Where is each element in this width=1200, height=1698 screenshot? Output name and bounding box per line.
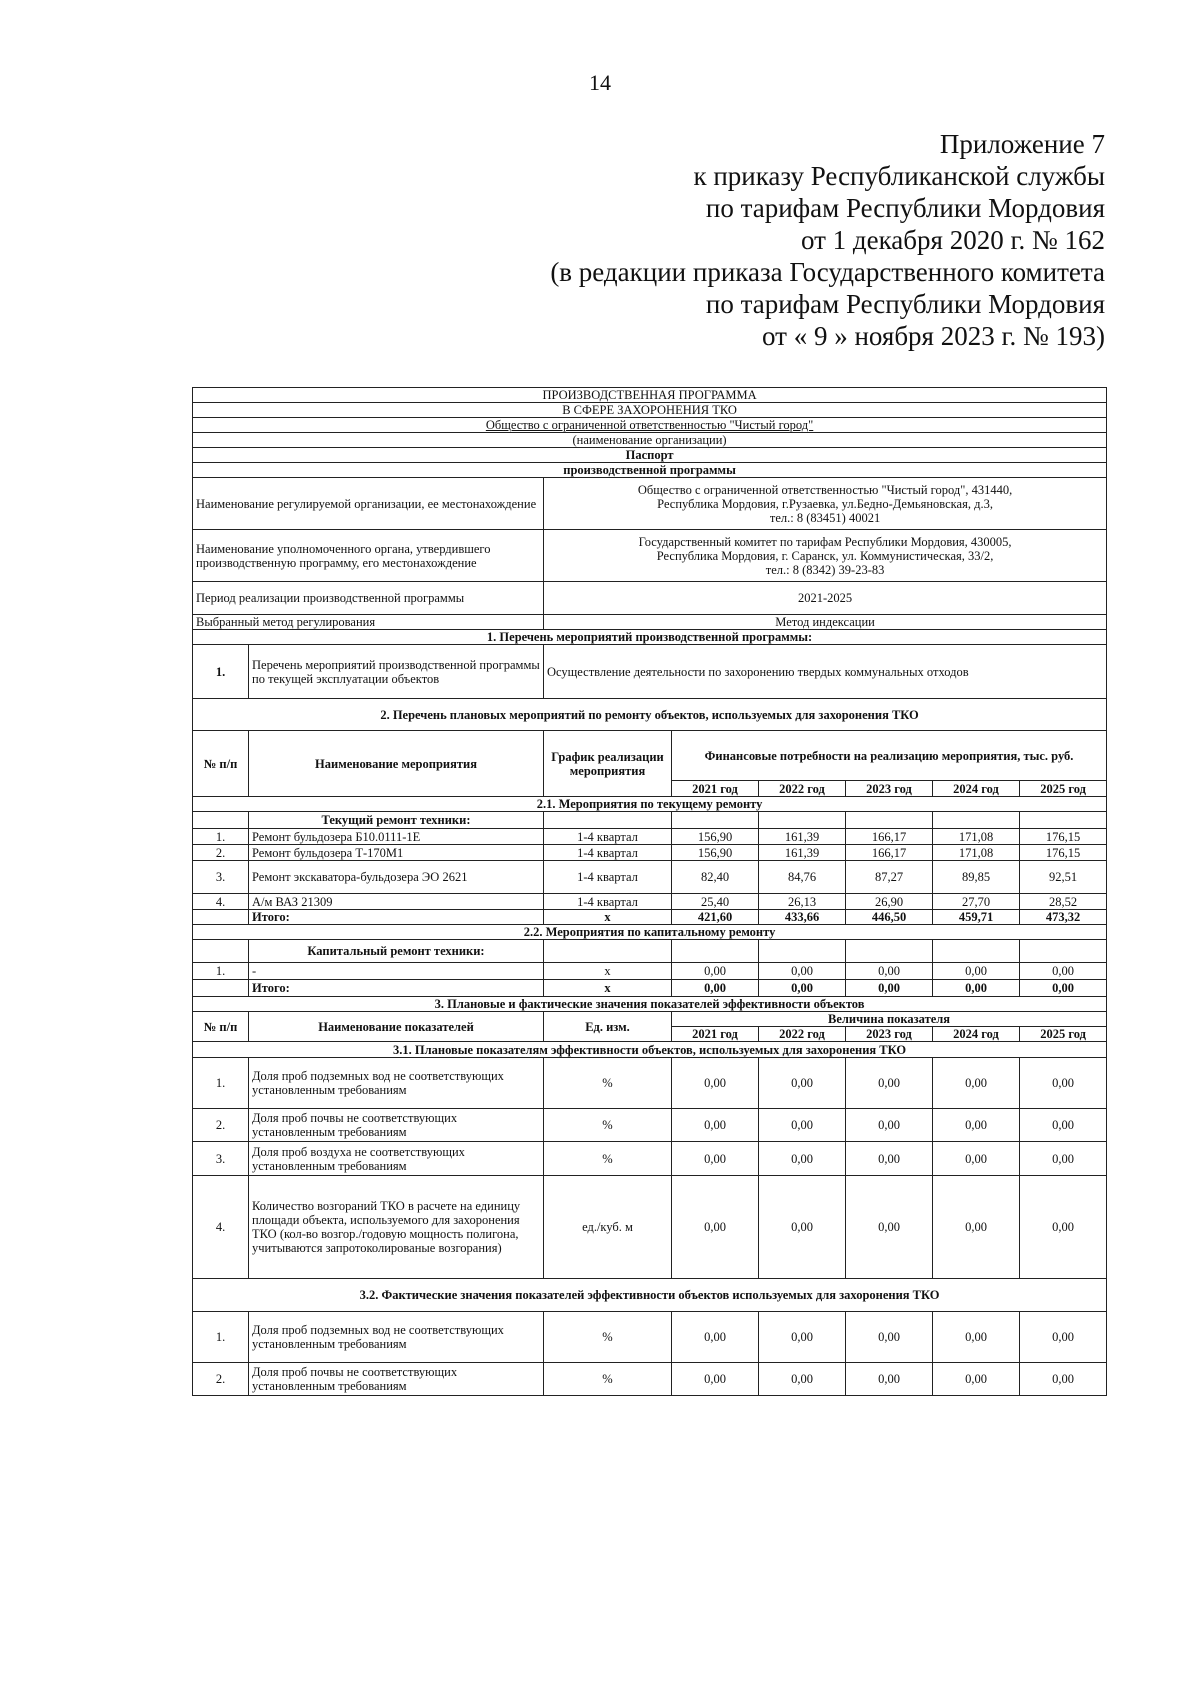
column-header-unit: Ед. изм. [544, 1012, 672, 1042]
passport-value [544, 530, 1107, 582]
row-value: 0,00 [1020, 963, 1107, 980]
row-value: 0,00 [846, 1363, 933, 1396]
production-program-table [192, 387, 1107, 1396]
appendix-line: по тарифам Республики Мордовия [705, 289, 1105, 319]
empty-cell [193, 980, 249, 997]
table-row [193, 845, 1107, 861]
passport-value [544, 478, 1107, 530]
program-subtitle: В СФЕРЕ ЗАХОРОНЕНИЯ ТКО [193, 403, 1107, 418]
passport-value-line: Общество с ограниченной ответственностью "Чистый город", 431440, [637, 482, 1013, 497]
table-row [193, 1109, 1107, 1142]
row-num: 1. [193, 963, 249, 980]
row-value: 0,00 [846, 1312, 933, 1363]
row-value: 0,00 [1020, 1058, 1107, 1109]
year-header: 2024 год [933, 781, 1020, 797]
table-row [193, 1312, 1107, 1363]
row-num: 1. [193, 829, 249, 845]
organization-caption: (наименование организации) [193, 433, 1107, 448]
row-schedule: x [544, 963, 672, 980]
appendix-line: к приказу Республиканской службы [693, 161, 1105, 191]
passport-label: Наименование регулируемой организации, ее местонахождение [193, 478, 544, 530]
row-unit: % [544, 1363, 672, 1396]
section3-title: 3. Плановые и фактические значения показателей эффективности объектов [193, 997, 1107, 1012]
row-value: 0,00 [672, 1312, 759, 1363]
year-header: 2023 год [846, 1027, 933, 1042]
program-title: ПРОИЗВОДСТВЕННАЯ ПРОГРАММА [193, 388, 1107, 403]
year-header: 2024 год [933, 1027, 1020, 1042]
row-value: 0,00 [759, 1058, 846, 1109]
appendix-line: от « 9 » ноября 2023 г. № 193) [762, 321, 1105, 351]
row-value: 176,15 [1020, 829, 1107, 845]
row-num: 4. [193, 1176, 249, 1279]
subsection-title: 2.2. Мероприятия по капитальному ремонту [193, 925, 1107, 940]
empty-cell [1020, 812, 1107, 829]
row-value: 84,76 [759, 861, 846, 894]
row-value: 0,00 [846, 1176, 933, 1279]
table-row [193, 861, 1107, 894]
row-value: 0,00 [1020, 1109, 1107, 1142]
total-value: 0,00 [759, 980, 846, 997]
column-header-num: № п/п [193, 1012, 249, 1042]
row-schedule: 1-4 квартал [544, 861, 672, 894]
row-value: 0,00 [933, 1109, 1020, 1142]
row-value: 87,27 [846, 861, 933, 894]
table-row [193, 1363, 1107, 1396]
row-value: 0,00 [846, 963, 933, 980]
row-name: Доля проб почвы не соответствующих установленным требованиям [249, 1363, 544, 1396]
total-value: 0,00 [933, 980, 1020, 997]
row-value: 0,00 [759, 963, 846, 980]
year-header: 2022 год [759, 1027, 846, 1042]
group-title: Текущий ремонт техники: [249, 812, 544, 829]
row-value: 0,00 [846, 1109, 933, 1142]
passport-label: Выбранный метод регулирования [193, 615, 544, 630]
row-value: 89,85 [933, 861, 1020, 894]
year-header: 2021 год [672, 781, 759, 797]
empty-cell [759, 940, 846, 963]
row-value: 0,00 [933, 1363, 1020, 1396]
passport-subtitle: производственной программы [193, 463, 1107, 478]
passport-label: Наименование уполномоченного органа, утвердившего производственную программу, его местонахождение [193, 530, 544, 582]
table-row [193, 894, 1107, 910]
total-label: Итого: [249, 910, 544, 925]
total-schedule: x [544, 910, 672, 925]
row-value: 161,39 [759, 829, 846, 845]
section1-num: 1. [193, 645, 249, 699]
total-value: 433,66 [759, 910, 846, 925]
row-value: 0,00 [759, 1312, 846, 1363]
row-num: 1. [193, 1312, 249, 1363]
total-value: 473,32 [1020, 910, 1107, 925]
total-label: Итого: [249, 980, 544, 997]
column-header-name: Наименование мероприятия [249, 731, 544, 797]
total-value: 421,60 [672, 910, 759, 925]
empty-cell [193, 940, 249, 963]
row-name: Доля проб подземных вод не соответствующих установленным требованиям [249, 1058, 544, 1109]
row-name: - [249, 963, 544, 980]
appendix-line: от 1 декабря 2020 г. № 162 [800, 225, 1105, 255]
row-value: 27,70 [933, 894, 1020, 910]
row-value: 0,00 [672, 1142, 759, 1176]
empty-cell [933, 812, 1020, 829]
row-value: 0,00 [1020, 1176, 1107, 1279]
row-name: Доля проб почвы не соответствующих установленным требованиям [249, 1109, 544, 1142]
row-value: 0,00 [1020, 1312, 1107, 1363]
column-header-value: Величина показателя [672, 1012, 1107, 1027]
row-unit: % [544, 1109, 672, 1142]
subsection-title: 3.2. Фактические значения показателей эффективности объектов используемых для захоронения ТКО [193, 1279, 1107, 1312]
row-value: 0,00 [672, 1109, 759, 1142]
appendix-line: (в редакции приказа Государственного комитета [550, 257, 1105, 287]
row-value: 0,00 [1020, 1363, 1107, 1396]
section2-title: 2. Перечень плановых мероприятий по ремонту объектов, используемых для захоронения ТКО [193, 699, 1107, 731]
appendix-line: по тарифам Республики Мордовия [705, 193, 1105, 223]
row-value: 166,17 [846, 829, 933, 845]
year-header: 2023 год [846, 781, 933, 797]
row-value: 0,00 [933, 1142, 1020, 1176]
row-value: 25,40 [672, 894, 759, 910]
row-value: 26,90 [846, 894, 933, 910]
row-value: 156,90 [672, 845, 759, 861]
row-unit: % [544, 1312, 672, 1363]
row-value: 26,13 [759, 894, 846, 910]
empty-cell [759, 812, 846, 829]
row-name: А/м ВАЗ 21309 [249, 894, 544, 910]
section1-value: Осуществление деятельности по захоронению твердых коммунальных отходов [544, 645, 1107, 699]
year-header: 2025 год [1020, 781, 1107, 797]
passport-value: 2021-2025 [544, 582, 1107, 615]
empty-cell [846, 940, 933, 963]
passport-value: Метод индексации [544, 615, 1107, 630]
passport-title: Паспорт [193, 448, 1107, 463]
total-row [193, 910, 1107, 925]
row-value: 28,52 [1020, 894, 1107, 910]
table-row [193, 829, 1107, 845]
total-value: 459,71 [933, 910, 1020, 925]
empty-cell [544, 812, 672, 829]
total-value: 0,00 [846, 980, 933, 997]
empty-cell [544, 940, 672, 963]
row-name: Ремонт экскаватора-бульдозера ЭО 2621 [249, 861, 544, 894]
passport-label: Период реализации производственной программы [193, 582, 544, 615]
row-unit: ед./куб. м [544, 1176, 672, 1279]
column-header-finance: Финансовые потребности на реализацию мероприятия, тыс. руб. [672, 731, 1107, 781]
appendix-line: Приложение 7 [939, 129, 1105, 159]
row-value: 0,00 [933, 1312, 1020, 1363]
column-header-name: Наименование показателей [249, 1012, 544, 1042]
row-value: 176,15 [1020, 845, 1107, 861]
row-unit: % [544, 1142, 672, 1176]
row-value: 171,08 [933, 845, 1020, 861]
row-name: Ремонт бульдозера Б10.0111-1Е [249, 829, 544, 845]
passport-value-line: Государственный комитет по тарифам Республики Мордовия, 430005, [638, 534, 1012, 549]
row-value: 82,40 [672, 861, 759, 894]
row-value: 0,00 [672, 963, 759, 980]
page-number: 14 [589, 70, 611, 95]
row-value: 0,00 [933, 1058, 1020, 1109]
row-name: Доля проб воздуха не соответствующих установленным требованиям [249, 1142, 544, 1176]
row-name: Ремонт бульдозера Т-170М1 [249, 845, 544, 861]
empty-cell [193, 910, 249, 925]
row-value: 0,00 [759, 1176, 846, 1279]
row-name: Количество возгораний ТКО в расчете на единицу площади объекта, используемого для захоронения ТКО (кол-во возгор./годовую мощность полигона, учитываются запротоколированые возгорания) [249, 1176, 544, 1279]
total-row [193, 980, 1107, 997]
row-value: 0,00 [759, 1363, 846, 1396]
table-row [193, 963, 1107, 980]
empty-cell [672, 812, 759, 829]
year-header: 2025 год [1020, 1027, 1107, 1042]
row-schedule: 1-4 квартал [544, 829, 672, 845]
column-header-num: № п/п [193, 731, 249, 797]
organization-name: Общество с ограниченной ответственностью "Чистый город" [193, 418, 1107, 433]
section1-label: Перечень мероприятий производственной программы по текущей эксплуатации объектов [249, 645, 544, 699]
row-value: 0,00 [933, 1176, 1020, 1279]
empty-cell [672, 940, 759, 963]
year-header: 2022 год [759, 781, 846, 797]
row-value: 0,00 [672, 1058, 759, 1109]
row-value: 156,90 [672, 829, 759, 845]
empty-cell [193, 812, 249, 829]
total-value: 446,50 [846, 910, 933, 925]
row-value: 0,00 [846, 1058, 933, 1109]
row-value: 166,17 [846, 845, 933, 861]
row-name: Доля проб подземных вод не соответствующих установленным требованиям [249, 1312, 544, 1363]
row-num: 3. [193, 1142, 249, 1176]
subsection-title: 3.1. Плановые показателям эффективности объектов, используемых для захоронения ТКО [193, 1042, 1107, 1058]
row-num: 3. [193, 861, 249, 894]
row-schedule: 1-4 квартал [544, 845, 672, 861]
empty-cell [1020, 940, 1107, 963]
row-num: 1. [193, 1058, 249, 1109]
passport-value-line: Республика Мордовия, г. Саранск, ул. Коммунистическая, 33/2, [656, 548, 994, 563]
table-row [193, 1176, 1107, 1279]
total-value: 0,00 [1020, 980, 1107, 997]
row-value: 0,00 [1020, 1142, 1107, 1176]
passport-value-line: Республика Мордовия, г.Рузаевка, ул.Бедно-Демьяновская, д.3, [657, 496, 993, 511]
row-num: 2. [193, 1363, 249, 1396]
group-title: Капитальный ремонт техники: [249, 940, 544, 963]
row-num: 2. [193, 1109, 249, 1142]
row-value: 0,00 [672, 1363, 759, 1396]
row-schedule: 1-4 квартал [544, 894, 672, 910]
row-value: 0,00 [846, 1142, 933, 1176]
passport-value-line: тел.: 8 (83451) 40021 [769, 510, 881, 525]
row-value: 92,51 [1020, 861, 1107, 894]
table-row [193, 1142, 1107, 1176]
row-value: 0,00 [933, 963, 1020, 980]
row-value: 0,00 [759, 1142, 846, 1176]
year-header: 2021 год [672, 1027, 759, 1042]
row-value: 161,39 [759, 845, 846, 861]
subsection-title: 2.1. Мероприятия по текущему ремонту [193, 797, 1107, 812]
section1-title: 1. Перечень мероприятий производственной программы: [193, 630, 1107, 645]
total-value: 0,00 [672, 980, 759, 997]
empty-cell [846, 812, 933, 829]
empty-cell [933, 940, 1020, 963]
column-header-schedule: График реализации мероприятия [544, 731, 672, 797]
row-value: 0,00 [672, 1176, 759, 1279]
table-row [193, 1058, 1107, 1109]
passport-value-line: тел.: 8 (8342) 39-23-83 [765, 562, 885, 577]
row-num: 2. [193, 845, 249, 861]
row-num: 4. [193, 894, 249, 910]
row-value: 0,00 [759, 1109, 846, 1142]
row-value: 171,08 [933, 829, 1020, 845]
row-unit: % [544, 1058, 672, 1109]
total-schedule: x [544, 980, 672, 997]
appendix-header [550, 128, 1105, 352]
